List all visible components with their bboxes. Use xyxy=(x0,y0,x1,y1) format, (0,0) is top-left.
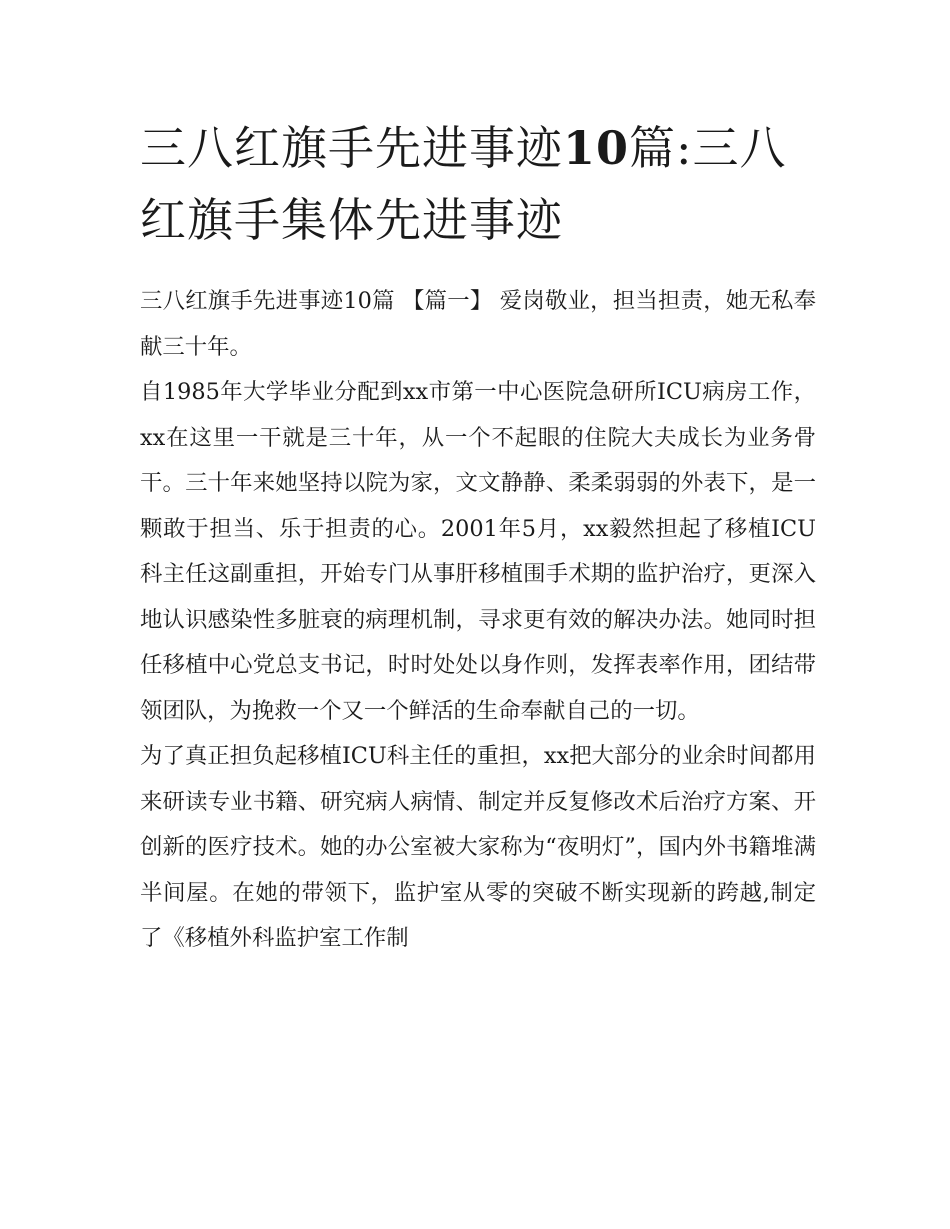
paragraph-career: 自1985年大学毕业分配到xx市第一中心医院急研所ICU病房工作，xx在这里一干就是三十年，从一个不起眼的住院大夫成长为业务骨干。三十年来她坚持以院为家，文文静静、柔柔弱弱的外表下，是一颗敢于担当、乐于担责的心。2001年5月，xx毅然担起了移植ICU科主任这副重担，开始专门从事肝移植围手术期的监护治疗，更深入地认识感染性多脏衰的病理机制，寻求更有效的解决办法。她同时担任移植中心党总支书记，时时处处以身作则，发挥表率作用，团结带领团队，为挽救一个又一个鲜活的生命奉献自己的一切。 xyxy=(140,379,816,724)
title-part3: 三八红旗手集体先进事迹 xyxy=(140,121,787,247)
title-part2: 篇: xyxy=(629,121,693,175)
title-number: 10 xyxy=(563,121,630,175)
paragraph-dedication: 为了真正担负起移植ICU科主任的重担，xx把大部分的业余时间都用来研读专业书籍、研究病人病情、制定并反复修改术后治疗方案、开创新的医疗技术。她的办公室被大家称为“夜明灯”，国内外书籍堆满半间屋。在她的带领下，监护室从零的突破不断实现新的跨越,制定了《移植外科监护室工作制 xyxy=(140,743,816,951)
paragraph-intro: 三八红旗手先进事迹10篇 【篇一】 爱岗敬业，担当担责，她无私奉献三十年。 xyxy=(140,288,816,360)
document-body xyxy=(140,279,816,962)
page-title xyxy=(140,112,820,256)
title-part1: 三八红旗手先进事迹 xyxy=(140,121,563,175)
